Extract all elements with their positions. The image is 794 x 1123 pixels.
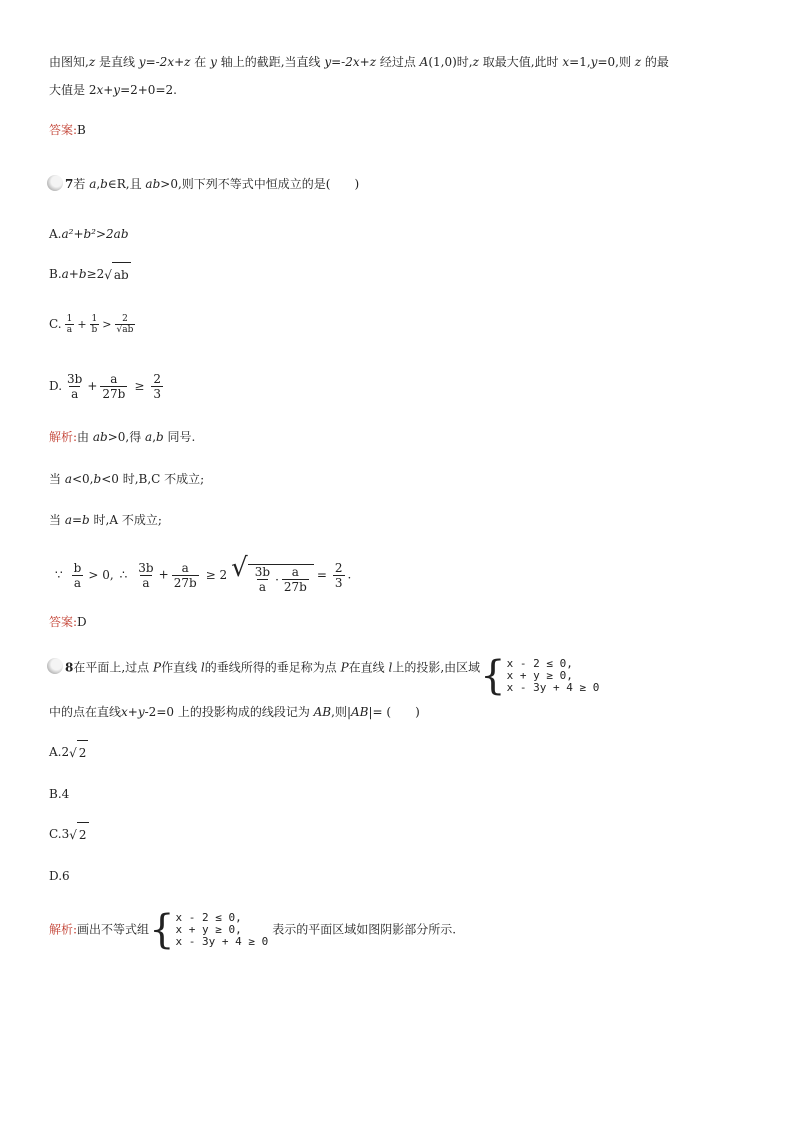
fraction bbox=[151, 372, 163, 401]
operator: = bbox=[316, 567, 327, 582]
solution-8 bbox=[49, 907, 457, 953]
answer-line bbox=[49, 118, 86, 142]
denominator: a bbox=[71, 387, 79, 401]
var: z bbox=[472, 55, 479, 69]
var: a bbox=[64, 472, 72, 486]
text: , bbox=[152, 430, 157, 444]
var: AB bbox=[313, 705, 332, 719]
numerator: a bbox=[181, 560, 189, 575]
answer-line bbox=[49, 610, 87, 634]
text: =2+0=2. bbox=[120, 83, 177, 97]
numerator: b bbox=[73, 560, 82, 575]
text: 表示的平面区域如图阴影部分所示. bbox=[272, 922, 457, 937]
radicand: ab bbox=[122, 325, 134, 335]
text: 上的投影,由区域 bbox=[392, 660, 481, 675]
sqrt: √ 2 bbox=[69, 822, 88, 847]
fraction bbox=[72, 561, 84, 590]
question-7 bbox=[47, 172, 359, 196]
var: b bbox=[156, 430, 164, 444]
text: ,则 bbox=[331, 705, 347, 719]
fraction bbox=[65, 314, 75, 335]
text: <0, bbox=[71, 472, 94, 486]
equation: y=-2x+z bbox=[324, 55, 377, 69]
sqrt: √ $\frac{3b}{a}$ · $\frac{a}{27b}$ bbox=[231, 556, 314, 594]
option-value: 4 bbox=[61, 787, 70, 801]
var: x+y bbox=[121, 705, 145, 719]
answer-value: B bbox=[77, 123, 86, 137]
option-label: A. bbox=[49, 227, 62, 241]
numerator: a bbox=[110, 372, 118, 386]
solution-7-line-3 bbox=[49, 508, 162, 532]
option-label: B. bbox=[49, 787, 62, 801]
operator: + bbox=[87, 379, 98, 393]
numerator: 1 bbox=[66, 314, 73, 324]
solution-text-line-1 bbox=[49, 50, 669, 74]
denominator: 3 bbox=[153, 387, 162, 401]
question-bullet-icon bbox=[47, 175, 63, 191]
text: 作直线 bbox=[161, 660, 201, 675]
solution-7-line-4 bbox=[55, 553, 352, 594]
question-bullet-icon bbox=[47, 658, 63, 674]
var: l bbox=[200, 660, 205, 675]
because-symbol: ∵ bbox=[55, 567, 63, 582]
solution-label: 解析: bbox=[49, 922, 78, 937]
numerator: 3b bbox=[67, 372, 83, 386]
fraction bbox=[136, 561, 155, 590]
numerator: 1 bbox=[91, 314, 98, 324]
text: 当 bbox=[49, 513, 65, 527]
option-a[interactable] bbox=[49, 222, 129, 246]
inequality: x - 2 ≤ 0, bbox=[506, 657, 573, 670]
text: 大值是 2 bbox=[49, 83, 97, 97]
denominator: 3 bbox=[334, 575, 343, 590]
text: 中的点在直线 bbox=[49, 705, 122, 719]
text: 是直线 bbox=[95, 55, 139, 69]
text: 由图知, bbox=[49, 55, 89, 69]
text: 时,A 不成立; bbox=[89, 513, 162, 527]
text: 的垂线所得的垂足称为点 bbox=[204, 660, 341, 675]
text: 画出不等式组 bbox=[77, 922, 150, 937]
var: x+y bbox=[96, 83, 121, 97]
var: a bbox=[89, 177, 97, 191]
text: = ( ) bbox=[372, 705, 420, 719]
option-value: 6 bbox=[62, 869, 70, 883]
option-expression: a²+b²>2ab bbox=[61, 227, 129, 241]
text: 若 bbox=[73, 177, 90, 191]
text: ∈R,且 bbox=[107, 177, 146, 191]
inequality-system: { x - 2 ≤ 0, x + y ≥ 0, x - 3y + 4 ≥ 0 bbox=[149, 907, 269, 953]
var: ab bbox=[145, 177, 161, 191]
option-c[interactable] bbox=[49, 312, 138, 337]
option-label: D. bbox=[49, 869, 63, 883]
fraction bbox=[65, 372, 84, 401]
numerator: a bbox=[291, 565, 299, 579]
denominator: a bbox=[142, 575, 150, 590]
fraction bbox=[253, 565, 272, 594]
text: 当 bbox=[49, 472, 65, 486]
solution-7-line-2 bbox=[49, 467, 204, 491]
option-label: D. bbox=[49, 379, 63, 393]
var: |AB| bbox=[346, 705, 373, 719]
operator: > bbox=[102, 318, 112, 331]
radicand: ab bbox=[112, 262, 131, 287]
denominator: 27b bbox=[283, 580, 307, 594]
var: b bbox=[93, 472, 102, 486]
fraction bbox=[282, 565, 309, 594]
operator: ≥ bbox=[134, 379, 145, 393]
option-8b[interactable] bbox=[49, 782, 69, 806]
option-8a[interactable] bbox=[49, 740, 88, 765]
option-expression: a+b bbox=[61, 267, 87, 281]
text: <0 时,B,C 不成立; bbox=[101, 472, 205, 486]
text: 轴上的截距,当直线 bbox=[216, 55, 325, 69]
solution-label: 解析: bbox=[49, 430, 78, 444]
inequality-system: { x - 2 ≤ 0, x + y ≥ 0, x - 3y + 4 ≥ 0 bbox=[480, 653, 600, 699]
relation: ≥2 bbox=[86, 267, 105, 281]
numerator: 2 bbox=[122, 314, 128, 324]
denominator: a bbox=[66, 325, 73, 335]
inequality: x - 2 ≤ 0, bbox=[175, 911, 242, 924]
text: =0,则 bbox=[597, 55, 635, 69]
operator: + bbox=[77, 318, 87, 331]
text: 在平面上,过点 bbox=[73, 660, 153, 675]
inequality: x - 3y + 4 ≥ 0 bbox=[506, 681, 600, 694]
sqrt: √ 2 bbox=[69, 740, 88, 765]
text: (1,0)时, bbox=[428, 55, 473, 69]
operator: > 0, bbox=[88, 567, 114, 582]
numerator: 2 bbox=[334, 560, 343, 575]
question-number: 8 bbox=[65, 660, 74, 675]
var: P bbox=[340, 660, 349, 675]
var: b bbox=[100, 177, 108, 191]
answer-label: 答案: bbox=[49, 615, 78, 629]
numerator: 3b bbox=[254, 565, 271, 579]
sqrt: √ ab bbox=[104, 262, 131, 287]
var: A bbox=[419, 55, 429, 69]
numerator: 3b bbox=[138, 560, 154, 575]
text: =1, bbox=[569, 55, 591, 69]
option-label: B. bbox=[49, 267, 62, 281]
denominator: a bbox=[258, 580, 266, 594]
denominator: b bbox=[91, 325, 98, 335]
radicand: 2 bbox=[77, 822, 89, 847]
text: 取最大值,此时 bbox=[478, 55, 563, 69]
var: ab bbox=[92, 430, 108, 444]
var: l bbox=[388, 660, 393, 675]
option-b[interactable] bbox=[49, 262, 131, 287]
text: 在直线 bbox=[348, 660, 389, 675]
solution-7-line-1 bbox=[49, 425, 195, 449]
option-d[interactable] bbox=[49, 372, 166, 401]
text: . bbox=[347, 567, 352, 582]
denominator: a bbox=[73, 575, 82, 590]
text: 的最 bbox=[641, 55, 669, 69]
denominator: 27b bbox=[173, 575, 197, 590]
therefore-symbol: ∴ bbox=[119, 567, 128, 582]
var: x bbox=[562, 55, 570, 69]
option-8d[interactable] bbox=[49, 864, 70, 888]
question-8 bbox=[47, 650, 600, 699]
var: a bbox=[145, 430, 153, 444]
inequality: x + y ≥ 0, bbox=[506, 669, 573, 682]
denominator: √ab bbox=[116, 325, 134, 335]
option-label: C. bbox=[49, 827, 62, 841]
operator: · bbox=[275, 572, 279, 587]
fraction bbox=[172, 561, 199, 590]
text: 同号. bbox=[163, 430, 196, 444]
question-8-line-2 bbox=[49, 700, 420, 724]
var: y bbox=[210, 55, 217, 69]
operator: ≥ 2 bbox=[205, 567, 228, 582]
equation: y=-2x+z bbox=[138, 55, 191, 69]
fraction bbox=[90, 314, 100, 335]
numerator: 2 bbox=[153, 372, 162, 386]
answer-label: 答案: bbox=[49, 123, 78, 137]
var: z bbox=[88, 55, 96, 69]
operator: + bbox=[158, 567, 169, 582]
text: 经过点 bbox=[376, 55, 420, 69]
option-label: C. bbox=[49, 317, 62, 331]
option-8c[interactable] bbox=[49, 822, 89, 847]
inequality: x + y ≥ 0, bbox=[175, 923, 242, 936]
text: 在 bbox=[190, 55, 211, 69]
denominator: 27b bbox=[102, 387, 126, 401]
coefficient: 2 bbox=[61, 745, 70, 759]
inequality: x - 3y + 4 ≥ 0 bbox=[175, 935, 269, 948]
question-number: 7 bbox=[65, 177, 74, 191]
answer-value: D bbox=[77, 615, 87, 629]
var: y bbox=[590, 55, 598, 69]
solution-text-line-2 bbox=[49, 78, 177, 102]
var: P bbox=[153, 660, 162, 675]
fraction bbox=[115, 314, 136, 335]
var: z bbox=[634, 55, 642, 69]
option-label: A. bbox=[49, 745, 62, 759]
fraction bbox=[100, 372, 127, 401]
text: 由 bbox=[77, 430, 93, 444]
text: >0,则下列不等式中恒成立的是( ) bbox=[160, 177, 360, 191]
coefficient: 3 bbox=[61, 827, 70, 841]
var: a=b bbox=[64, 513, 90, 527]
text: -2=0 上的投影构成的线段记为 bbox=[144, 705, 314, 719]
text: >0,得 bbox=[107, 430, 146, 444]
text: , bbox=[96, 177, 101, 191]
radicand: 2 bbox=[77, 740, 89, 765]
fraction bbox=[333, 561, 345, 590]
